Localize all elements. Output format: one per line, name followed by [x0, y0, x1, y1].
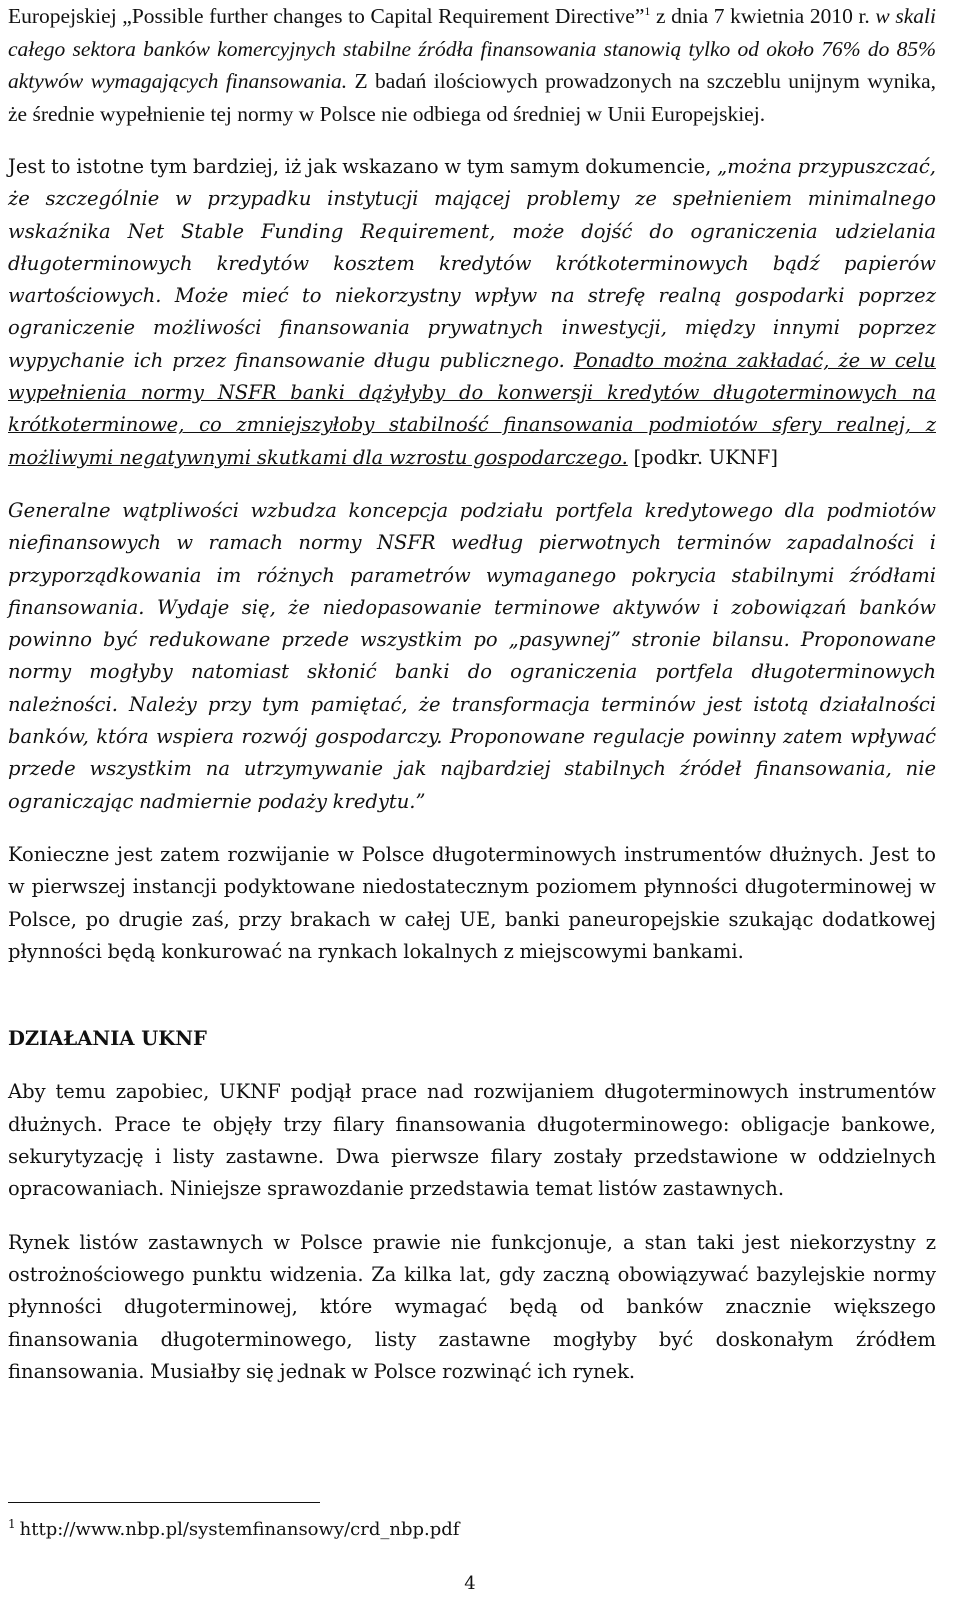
footnote	[8, 1518, 459, 1542]
italic-quote: „można przypuszczać, że szczególnie w przypadku instytucji mającej problemy ze spełnieniem minimalnego wskaźnika Net Stable Funding Requirement, może dojść do ograniczenia udzielania długoterminowych kredytów kosztem kredytów krótkoterminowych bądź papierów wartościowych. Może mieć to niekorzystny wpływ na strefę realną gospodarki poprzez ograniczenie możliwości finansowania prywatnych inwestycji, między innymi poprzez wypychanie ich przez finansowanie długu publicznego.	[8, 155, 936, 372]
paragraph-portfolio-doubts: Generalne wątpliwości wzbudza koncepcja podziału portfela kredytowego dla podmiotów niefinansowych w ramach normy NSFR według pierwotnych terminów zapadalności i przyporządkowania im różnych parametrów wymaganego pokrycia stabilnymi źródłami finansowania. Wydaje się, że niedopasowanie terminowe aktywów i zobowiązań banków powinno być redukowane przede wszystkim po „pasywnej” stronie bilansu. Proponowane normy mogłyby natomiast skłonić banki do ograniczenia portfela długoterminowych należności. Należy przy tym pamiętać, że transformacja terminów jest istotą działalności banków, która wspiera rozwój gospodarczy. Proponowane regulacje powinny zatem wpływać przede wszystkim na utrzymywanie jak najbardziej stabilnych źródeł finansowania, nie ograniczając nadmiernie podaży kredytu.”	[8, 498, 936, 813]
page-number: 4	[464, 1573, 476, 1594]
paragraph-covered-bonds-market: Rynek listów zastawnych w Polsce prawie nie funkcjonuje, a stan taki jest niekorzystny z ostrożnościowego punktu widzenia. Za kilka lat, gdy zaczną obowiązywać bazylejskie normy płynności długoterminowej, które wymagać będą od banków znacznie większego finansowania długoterminowego, listy zastawne mogłyby być doskonałym źródłem finansowania. Musiałby się jednak w Polsce rozwinąć ich rynek.	[8, 1230, 936, 1383]
underlined-emphasis: Ponadto można zakładać, że w celu wypełnienia normy NSFR banki dążyłyby do konwersji kredytów długoterminowych na krótkoterminowe, co zmniejszyłoby stabilność finansowania podmiotów sfery realnej, z możliwymi negatywnymi skutkami dla wzrostu gospodarczego.	[8, 348, 936, 469]
text-run: Europejskiej „Possible further changes to Capital Requirement Directive”	[8, 4, 645, 28]
paragraph-nsfr-quote	[8, 151, 936, 474]
footnote-separator	[8, 1502, 320, 1503]
footnote-link[interactable]: http://www.nbp.pl/systemfinansowy/crd_nbp.pdf	[19, 1519, 460, 1540]
text-run: [podkr. UKNF]	[627, 445, 778, 469]
document-page	[8, 0, 936, 1388]
paragraph-long-term-instruments: Konieczne jest zatem rozwijanie w Polsce długoterminowych instrumentów dłużnych. Jest to w pierwszej instancji podyktowane niedostatecznym poziomem płynności długoterminowej w Polsce, po drugie zaś, przy brakach w całej UE, banki paneuropejskie szukając dodatkowej płynności będą konkurować na rynkach lokalnych z miejscowymi bankami.	[8, 842, 936, 963]
paragraph-cdr-quote-intro	[8, 0, 936, 130]
footnote-number: 1	[8, 1517, 16, 1531]
text-run: Z badań ilościowych prowadzonych na szczeblu unijnym wynika, że średnie wypełnienie tej normy w Polsce nie odbiega od średniej w Unii Europejskiej.	[8, 69, 936, 126]
section-heading: DZIAŁANIA UKNF	[8, 1027, 207, 1051]
italic-quote: w skali całego sektora banków komercyjnych stabilne źródła finansowania stanowią tylko od około 76% do 85% aktywów wymagających finansowania.	[8, 4, 936, 93]
text-run: Jest to istotne tym bardziej, iż jak wskazano w tym samym dokumencie,	[8, 155, 718, 178]
text-run: z dnia 7 kwietnia 2010 r.	[650, 4, 876, 28]
footnote-reference[interactable]: 1	[644, 3, 651, 18]
paragraph-uknf-actions: Aby temu zapobiec, UKNF podjął prace nad rozwijaniem długoterminowych instrumentów dłużnych. Prace te objęły trzy filary finansowania długoterminowego: obligacje bankowe, sekurytyzację i listy zastawne. Dwa pierwsze filary zostały przedstawione w oddzielnych opracowaniach. Niniejsze sprawozdanie przedstawia temat listów zastawnych.	[8, 1080, 936, 1201]
